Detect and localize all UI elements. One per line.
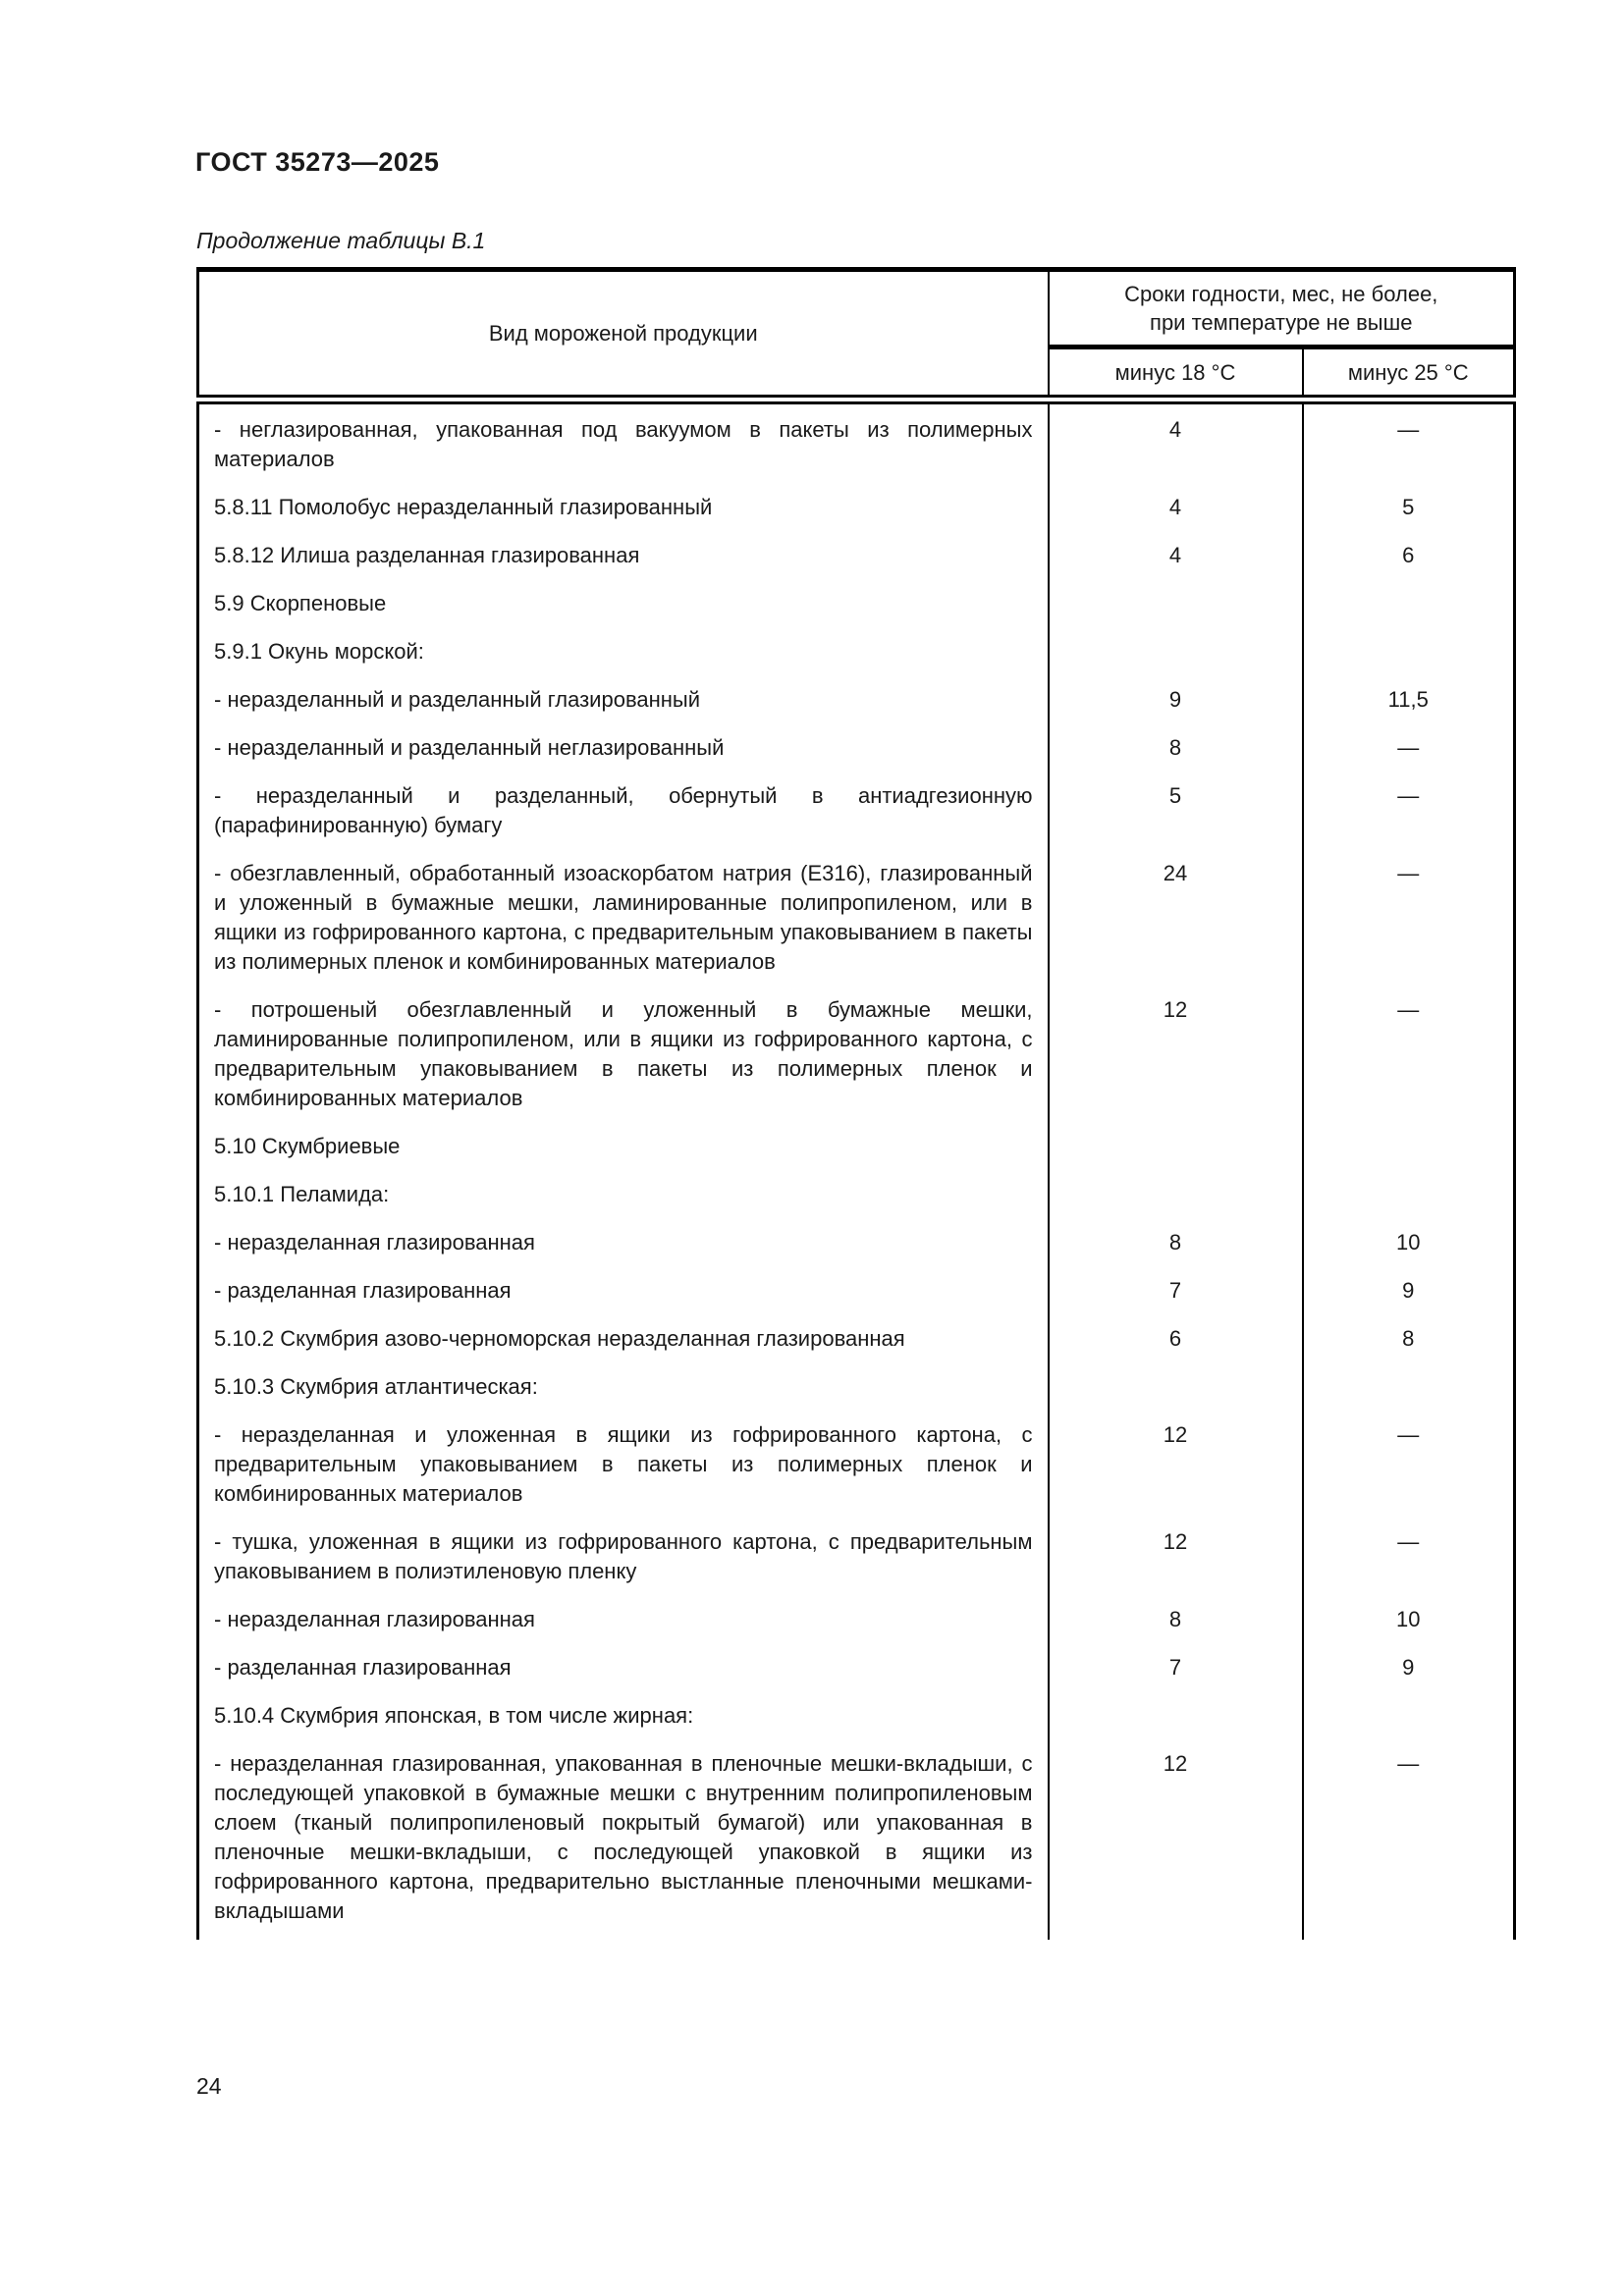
- shelf-life-header-line2: при температуре не выше: [1150, 310, 1413, 335]
- product-cell: - неразделанная глазированная: [198, 1209, 1049, 1257]
- header-row-top: [198, 270, 1515, 347]
- product-cell: - разделанная глазированная: [198, 1634, 1049, 1682]
- minus18-cell: 12: [1049, 1509, 1303, 1586]
- table-row: [198, 1509, 1515, 1586]
- table-row: [198, 1402, 1515, 1509]
- minus25-cell: 11,5: [1303, 667, 1515, 715]
- table-row: [198, 715, 1515, 763]
- table-row: [198, 1731, 1515, 1940]
- table-row: [198, 474, 1515, 522]
- product-column-header: Вид мороженой продукции: [198, 270, 1049, 400]
- minus25-cell: —: [1303, 1731, 1515, 1940]
- minus18-cell: 12: [1049, 1731, 1303, 1940]
- minus18-cell: 7: [1049, 1257, 1303, 1306]
- minus18-cell: 8: [1049, 1586, 1303, 1634]
- table-row: [198, 1306, 1515, 1354]
- minus25-cell: 10: [1303, 1586, 1515, 1634]
- product-cell: - неразделанный и разделанный неглазированный: [198, 715, 1049, 763]
- table-row: [198, 977, 1515, 1113]
- product-cell: 5.9 Скорпеновые: [198, 570, 1049, 618]
- minus18-cell: 8: [1049, 1209, 1303, 1257]
- minus25-cell: 6: [1303, 522, 1515, 570]
- product-cell: 5.10.3 Скумбрия атлантическая:: [198, 1354, 1049, 1402]
- minus25-cell: 5: [1303, 474, 1515, 522]
- product-cell: - обезглавленный, обработанный изоаскорбатом натрия (Е316), глазированный и уложенный в бумажные мешки, ламинированные полипропиленом, или в ящики из гофрированного картона, с предварительным упаковыванием в пакеты из полимерных пленок и комбинированных материалов: [198, 840, 1049, 977]
- table-row: [198, 570, 1515, 618]
- minus18-cell: 5: [1049, 763, 1303, 840]
- product-cell: 5.10.2 Скумбрия азово-черноморская неразделанная глазированная: [198, 1306, 1049, 1354]
- table-row: [198, 1354, 1515, 1402]
- product-cell: 5.10.1 Пеламида:: [198, 1161, 1049, 1209]
- minus25-cell: —: [1303, 1402, 1515, 1509]
- minus18-cell: [1049, 618, 1303, 667]
- minus18-cell: [1049, 1113, 1303, 1161]
- temp-column-minus25: минус 25 °С: [1303, 347, 1515, 400]
- product-cell: - неразделанная глазированная: [198, 1586, 1049, 1634]
- table-row: [198, 1209, 1515, 1257]
- product-cell: 5.8.11 Помолобус неразделанный глазированный: [198, 474, 1049, 522]
- minus25-cell: —: [1303, 715, 1515, 763]
- product-cell: - неразделанная глазированная, упакованная в пленочные мешки-вкладыши, с последующей упаковкой в бумажные мешки с внутренним полипропиленовым слоем (тканый полипропиленовый покрытый бумагой) или упакованная в пленочные мешки-вкладыши, с последующей упаковкой в ящики из гофрированного картона, предварительно выстланные пленочными мешками-вкладышами: [198, 1731, 1049, 1940]
- minus25-cell: [1303, 1682, 1515, 1731]
- table-row: [198, 400, 1515, 474]
- product-cell: 5.9.1 Окунь морской:: [198, 618, 1049, 667]
- table-caption: Продолжение таблицы В.1: [196, 228, 486, 253]
- minus18-cell: 6: [1049, 1306, 1303, 1354]
- minus25-cell: [1303, 618, 1515, 667]
- product-cell: - неразделанный и разделанный глазированный: [198, 667, 1049, 715]
- product-cell: - разделанная глазированная: [198, 1257, 1049, 1306]
- minus25-cell: [1303, 1354, 1515, 1402]
- table-row: [198, 1257, 1515, 1306]
- minus25-cell: —: [1303, 763, 1515, 840]
- table-body: [198, 400, 1515, 1940]
- minus25-cell: —: [1303, 400, 1515, 474]
- minus18-cell: 8: [1049, 715, 1303, 763]
- table-row: [198, 618, 1515, 667]
- minus18-cell: [1049, 1682, 1303, 1731]
- product-cell: 5.10 Скумбриевые: [198, 1113, 1049, 1161]
- product-cell: - неглазированная, упакованная под вакуумом в пакеты из полимерных материалов: [198, 400, 1049, 474]
- page-number: 24: [196, 2073, 222, 2099]
- product-cell: - неразделанный и разделанный, обернутый в антиадгезионную (парафинированную) бумагу: [198, 763, 1049, 840]
- minus18-cell: [1049, 1161, 1303, 1209]
- minus18-cell: [1049, 1354, 1303, 1402]
- temp-column-minus18: минус 18 °С: [1049, 347, 1303, 400]
- table-row: [198, 1682, 1515, 1731]
- minus18-cell: 4: [1049, 522, 1303, 570]
- minus18-cell: 7: [1049, 1634, 1303, 1682]
- minus18-cell: [1049, 570, 1303, 618]
- minus25-cell: —: [1303, 1509, 1515, 1586]
- minus25-cell: —: [1303, 977, 1515, 1113]
- minus25-cell: 9: [1303, 1634, 1515, 1682]
- minus18-cell: 24: [1049, 840, 1303, 977]
- minus18-cell: 9: [1049, 667, 1303, 715]
- minus25-cell: [1303, 1113, 1515, 1161]
- product-cell: - потрошеный обезглавленный и уложенный в бумажные мешки, ламинированные полипропиленом, или в ящики из гофрированного картона, с предварительным упаковыванием в пакеты из полимерных пленок и комбинированных материалов: [198, 977, 1049, 1113]
- minus18-cell: 12: [1049, 977, 1303, 1113]
- shelf-life-column-header: [1049, 270, 1515, 347]
- minus25-cell: 10: [1303, 1209, 1515, 1257]
- table-row: [198, 1113, 1515, 1161]
- table-row: [198, 1161, 1515, 1209]
- product-cell: - неразделанная и уложенная в ящики из гофрированного картона, с предварительным упаковыванием в пакеты из полимерных пленок и комбинированных материалов: [198, 1402, 1049, 1509]
- product-cell: - тушка, уложенная в ящики из гофрированного картона, с предварительным упаковыванием в полиэтиленовую пленку: [198, 1509, 1049, 1586]
- table-row: [198, 840, 1515, 977]
- minus18-cell: 4: [1049, 474, 1303, 522]
- table-row: [198, 1634, 1515, 1682]
- shelf-life-table: [196, 267, 1516, 1940]
- minus25-cell: [1303, 1161, 1515, 1209]
- table-row: [198, 1586, 1515, 1634]
- table-row: [198, 667, 1515, 715]
- product-cell: 5.8.12 Илиша разделанная глазированная: [198, 522, 1049, 570]
- minus25-cell: 9: [1303, 1257, 1515, 1306]
- shelf-life-header-line1: Сроки годности, мес, не более,: [1124, 282, 1438, 306]
- minus25-cell: [1303, 570, 1515, 618]
- table-row: [198, 763, 1515, 840]
- table-row: [198, 522, 1515, 570]
- minus18-cell: 4: [1049, 400, 1303, 474]
- product-cell: 5.10.4 Скумбрия японская, в том числе жирная:: [198, 1682, 1049, 1731]
- minus25-cell: 8: [1303, 1306, 1515, 1354]
- document-code: ГОСТ 35273—2025: [195, 147, 440, 177]
- minus25-cell: —: [1303, 840, 1515, 977]
- table-header: [198, 270, 1515, 400]
- minus18-cell: 12: [1049, 1402, 1303, 1509]
